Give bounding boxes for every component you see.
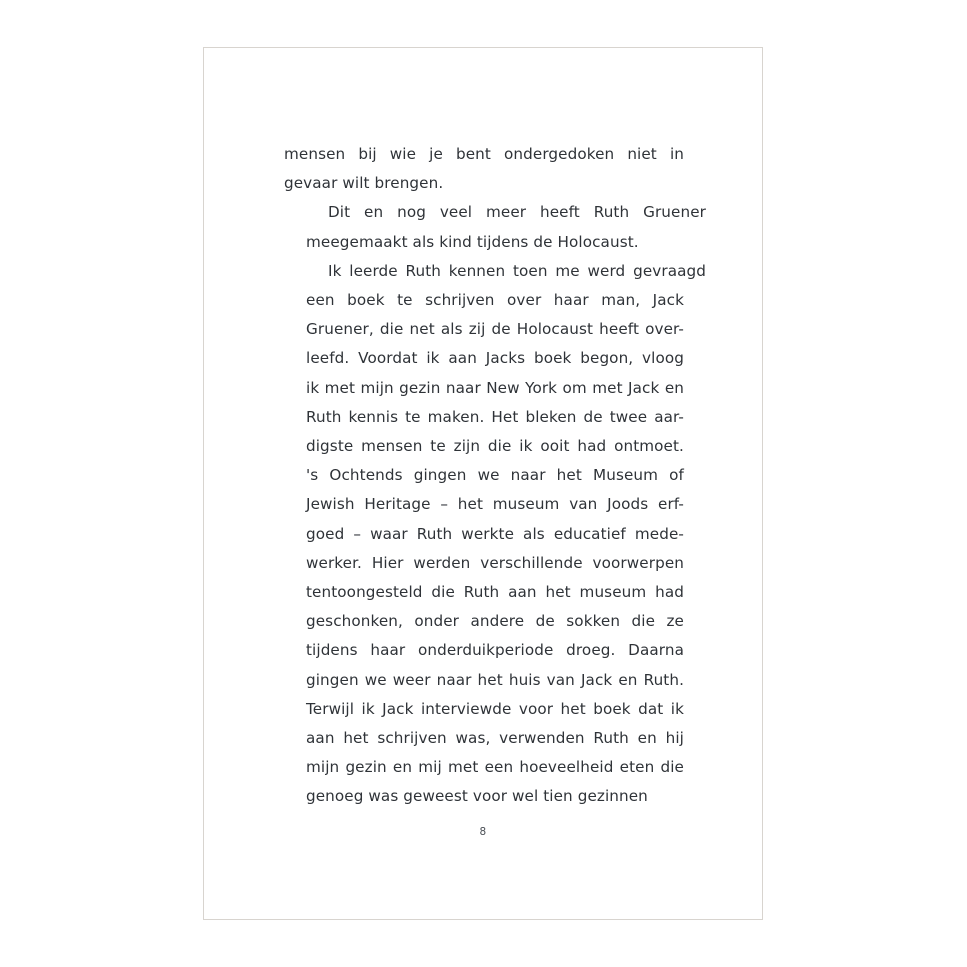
paragraph-3-line-6: Ruth kennis te maken. Het bleken de twee aar- [306,407,684,426]
paragraph-3-line-18: mijn gezin en mij met een hoeveelheid eten die [306,758,684,777]
paragraph-3-line-13: geschonken, onder andere de sokken die ze [306,612,684,631]
paragraph-3-line-7: digste mensen te zijn die ik ooit had ontmoet. [306,437,684,456]
paragraph-3-line-1: Ik leerde Ruth kennen toen me werd gevraagd [328,261,706,280]
paragraph-1 [284,140,684,198]
paragraph-1-line-2: gevaar wilt brengen. [284,174,444,193]
body-text-column [284,140,706,812]
paragraph-3-line-4: leefd. Voordat ik aan Jacks boek begon, vloog [306,349,684,368]
page-number: 8 [479,826,487,838]
paragraph-3-line-2: een boek te schrijven over haar man, Jack [306,291,684,310]
paragraph-1-line-1: mensen bij wie je bent ondergedoken niet in [284,145,684,163]
paragraph-2-line-1: Dit en nog veel meer heeft Ruth Gruener [328,203,706,222]
paragraph-2 [284,198,706,256]
book-page [203,47,763,920]
paragraph-3-line-10: goed – waar Ruth werkte als educatief mede- [306,524,684,543]
paragraph-3-line-17: aan het schrijven was, verwenden Ruth en hij [306,729,684,748]
paragraph-3-line-5: ik met mijn gezin naar New York om met Jack en [306,378,684,397]
paragraph-3-line-8: 's Ochtends gingen we naar het Museum of [306,466,684,485]
paragraph-3-line-19: genoeg was geweest voor wel tien gezinnen [306,787,648,806]
paragraph-3-line-16: Terwijl ik Jack interviewde voor het boek dat ik [306,699,684,718]
paragraph-3-line-15: gingen we weer naar het huis van Jack en Ruth. [306,670,684,689]
paragraph-3-line-14: tijdens haar onderduikperiode droeg. Daarna [306,641,684,660]
paragraph-3-line-11: werker. Hier werden verschillende voorwerpen [306,553,684,572]
paragraph-3 [284,257,706,812]
paragraph-3-line-9: Jewish Heritage – het museum van Joods erf- [306,495,684,514]
paragraph-3-line-3: Gruener, die net als zij de Holocaust heeft over- [306,320,684,339]
paragraph-2-line-2: meegemaakt als kind tijdens de Holocaust. [306,232,639,251]
paragraph-3-line-12: tentoongesteld die Ruth aan het museum had [306,583,684,602]
